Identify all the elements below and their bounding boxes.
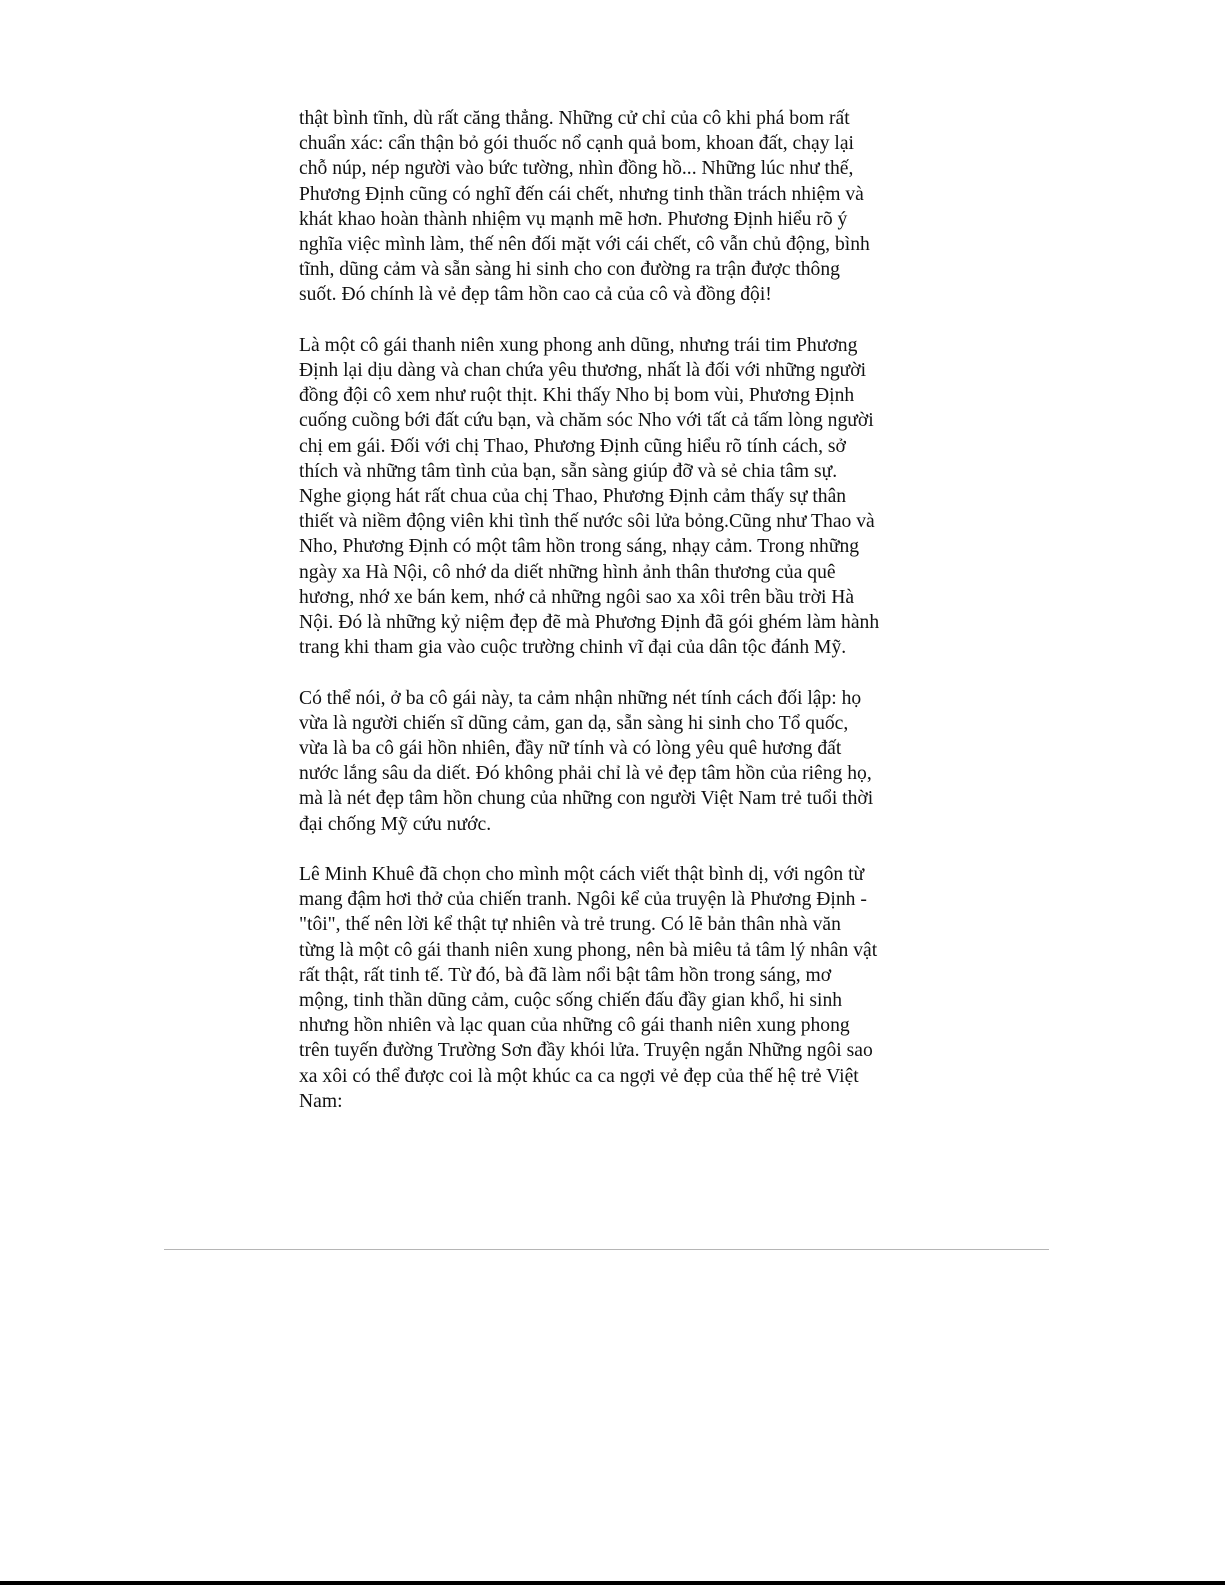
footer-divider	[164, 1249, 1049, 1250]
body-text	[299, 106, 929, 1139]
paragraph-3: Có thể nói, ở ba cô gái này, ta cảm nhận những nét tính cách đối lập: họ vừa là người chiến sĩ dũng cảm, gan dạ, sẵn sàng hi sinh cho Tổ quốc, vừa là ba cô gái hồn nhiên, đầy nữ tính và có lòng yêu quê hương đất nước lắng sâu da diết. Đó không phải chỉ là vẻ đẹp tâm hồn của riêng họ, mà là nét đẹp tâm hồn chung của những con người Việt Nam trẻ tuổi thời đại chống Mỹ cứu nước.	[299, 687, 874, 835]
paragraph-1: thật bình tĩnh, dù rất căng thẳng. Những cử chỉ của cô khi phá bom rất chuẩn xác: cẩn thận bỏ gói thuốc nổ cạnh quả bom, khoan đất, chạy lại chỗ núp, nép người vào bức tường, nhìn đồng hồ... Những lúc như thế, Phương Định cũng có nghĩ đến cái chết, nhưng tinh thần trách nhiệm và khát khao hoàn thành nhiệm vụ mạnh mẽ hơn. Phương Định hiểu rõ ý nghĩa việc mình làm, thế nên đối mặt với cái chết, cô vẫn chủ động, bình tĩnh, dũng cảm và sẵn sàng hi sinh cho con đường ra trận được thông suốt. Đó chính là vẻ đẹp tâm hồn cao cả của cô và đồng đội!	[299, 108, 870, 306]
paragraph-4: Lê Minh Khuê đã chọn cho mình một cách viết thật bình dị, với ngôn từ mang đậm hơi thở của chiến tranh. Ngôi kể của truyện là Phương Định - "tôi", thế nên lời kể thật tự nhiên và trẻ trung. Có lẽ bản thân nhà văn từng là một cô gái thanh niên xung phong, nên bà miêu tả tâm lý nhân vật rất thật, rất tinh tế. Từ đó, bà đã làm nổi bật tâm hồn trong sáng, mơ mộng, tinh thần dũng cảm, cuộc sống chiến đấu đầy gian khổ, hi sinh nhưng hồn nhiên và lạc quan của những cô gái thanh niên xung phong trên tuyến đường Trường Sơn đầy khói lửa. Truyện ngắn Những ngôi sao xa xôi có thể được coi là một khúc ca ca ngợi vẻ đẹp của thế hệ trẻ Việt Nam:	[299, 864, 878, 1112]
paragraph-2: Là một cô gái thanh niên xung phong anh dũng, nhưng trái tim Phương Định lại dịu dàng và chan chứa yêu thương, nhất là đối với những người đồng đội cô xem như ruột thịt. Khi thấy Nho bị bom vùi, Phương Định cuống cuồng bới đất cứu bạn, và chăm sóc Nho với tất cả tấm lòng người chị em gái. Đối với chị Thao, Phương Định cũng hiểu rõ tính cách, sở thích và những tâm tình của bạn, sẵn sàng giúp đỡ và sẻ chia tâm sự. Nghe giọng hát rất chua của chị Thao, Phương Định cảm thấy sự thân thiết và niềm động viên khi tình thế nước sôi lửa bỏng.Cũng như Thao và Nho, Phương Định có một tâm hồn trong sáng, nhạy cảm. Trong những ngày xa Hà Nội, cô nhớ da diết những hình ảnh thân thương của quê hương, nhớ xe bán kem, nhớ cả những ngôi sao xa xôi trên bầu trời Hà Nội. Đó là những kỷ niệm đẹp đẽ mà Phương Định đã gói ghém làm hành trang khi tham gia vào cuộc trường chinh vĩ đại của dân tộc đánh Mỹ.	[299, 334, 880, 659]
page-bottom-edge	[0, 1581, 1225, 1585]
